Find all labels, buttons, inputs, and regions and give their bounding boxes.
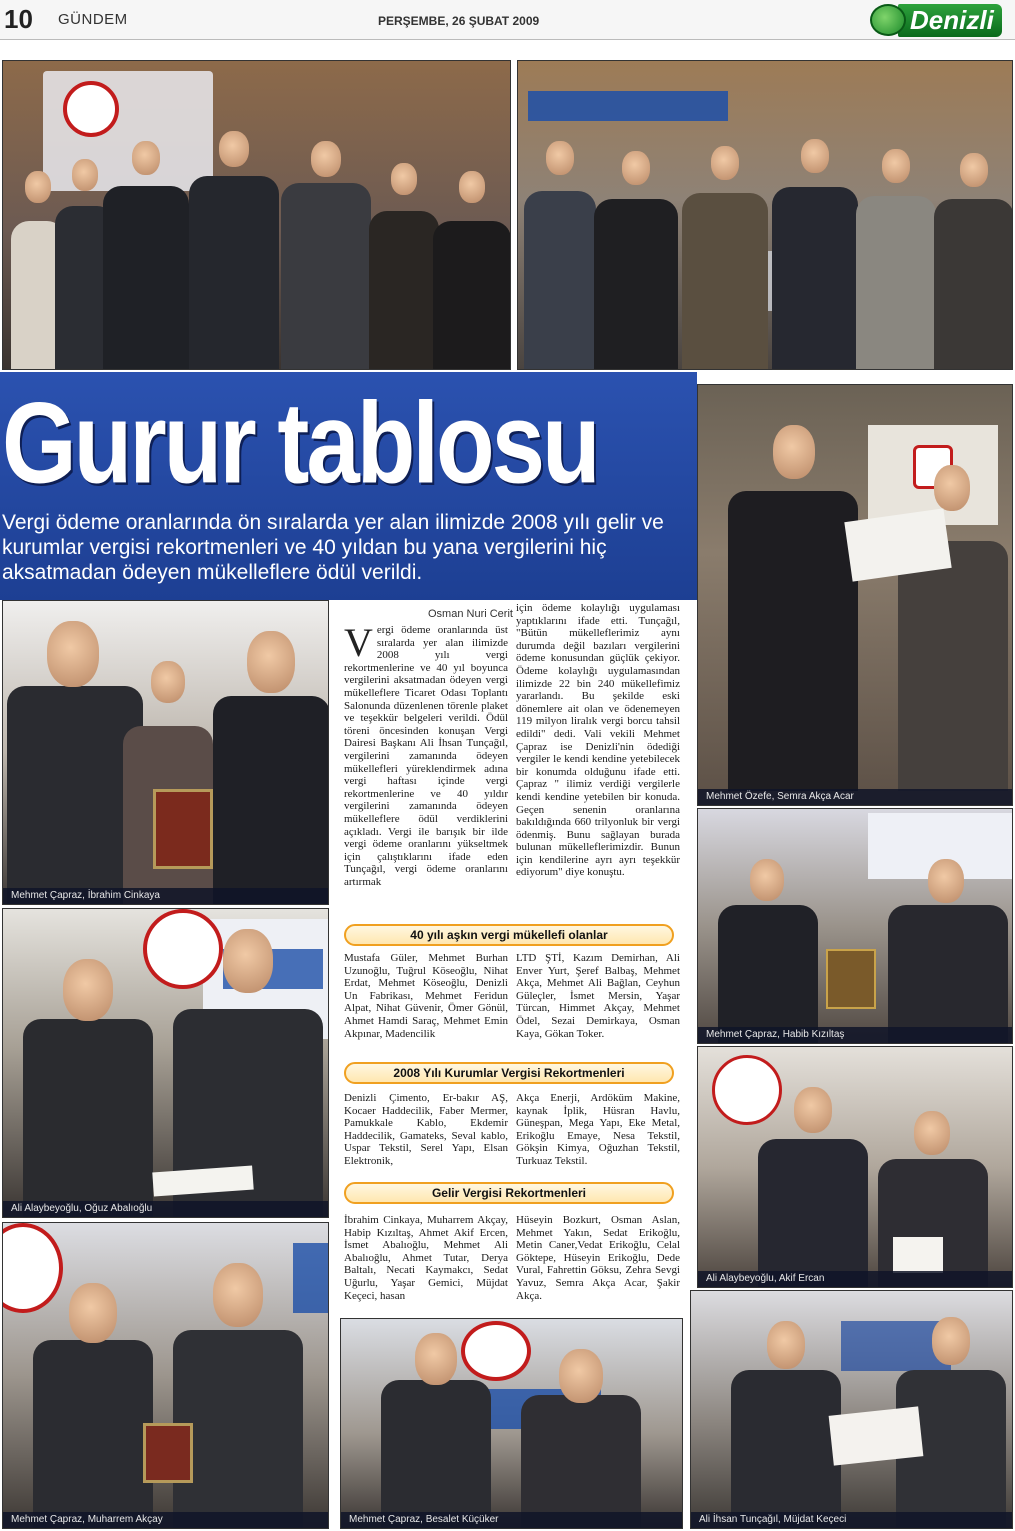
photo-caption: Mehmet Çapraz, Besalet Küçüker — [341, 1512, 682, 1528]
photo-caption: Mehmet Çapraz, Habib Kızıltaş — [698, 1027, 1012, 1043]
subhead-corporate-tax: 2008 Yılı Kurumlar Vergisi Rekortmenleri — [344, 1062, 674, 1084]
photo-bottom-middle — [340, 1318, 683, 1529]
body-text-1: ergi ödeme oranlarında üst sıralarda yer alan ilimizde 2008 yılı vergi rekortmenlerine ve 40 yıl boyunca vergilerini aksatmadan ödeyen vergi mükelleflere Ticaret Odası Toplantı Salonunda düzenlenen törenle plaket ve teşekkür belgeleri verildi. Ödül töreni öncesinden konuşan Vergi Dairesi Başkanı Ali İhsan Tunçağıl, vergilerini zamanında ödeyen mükellefleri yüreklendirmek adına vergi haftası içinde vergi rekortmenlerine ve 40 yıldır vergilerini zamanında ödeyen mükelleflere ödül verdiklerini açıkladı. Vergi ile barışık bir ilde vergi ödeme oranlarını yükseltmek için çalıştıklarını ifade eden Tunçağıl, vergi ödeme oranlarını artırmak — [344, 624, 508, 888]
photo-right-4 — [690, 1290, 1013, 1529]
body-column-2 — [516, 602, 680, 914]
photo-caption: Mehmet Özefe, Semra Akça Acar — [698, 789, 1012, 805]
list-corporate-tax-right: Akça Enerji, Ardöküm Makine, kaynak İplik, Hüsran Havlu, Güneşpan, Mega Yapı, Eke Metal, Erikoğlu Emaye, Nesa Tekstil, Gökşin Kimya, Oğuzhan Tekstil, Turkuaz Tekstil. — [516, 1092, 680, 1167]
photo-caption: Ali İhsan Tunçağıl, Müjdat Keçeci — [691, 1512, 1012, 1528]
logo-mark-icon — [870, 4, 906, 36]
list-40-years-right: LTD ŞTİ, Kazım Demirhan, Ali Enver Yurt, Şeref Balbaş, Mehmet Akça, Mehmet Ali Bağlan, Ceyhun Güleçler, İsmet Mersin, Yaşar Türcan, Himmet Akçay, Mehmet Ödel, Sezai Demirkaya, Osman Kaya, Gökan Toker. — [516, 952, 680, 1040]
photo-group-award-ceremony-1 — [2, 60, 511, 370]
list-corporate-tax-left: Denizli Çimento, Er-bakır AŞ, Kocaer Haddecilik, Faber Mermer, Pamukkale Kablo, Ekdemir Haddecilik, Gamateks, Seval kablo, Uspar Tekstil, Serel Yapı, Elsan Elektronik, — [344, 1092, 508, 1167]
issue-date: PERŞEMBE, 26 ŞUBAT 2009 — [378, 14, 540, 28]
list-income-tax-left: İbrahim Cinkaya, Muharrem Akçay, Habip Kızıltaş, Ahmet Akif Ercen, İsmet Abalıoğlu, Mehmet Ali Abalıoğlu, Ahmet Tutar, Derya Baltalı, Necati Kaymakcı, Sedat Uğurlu, Yaşar Gemici, Müjdat Keçeci, hasan — [344, 1214, 508, 1302]
list-40-years-left: Mustafa Güler, Mehmet Burhan Uzunoğlu, Tuğrul Köseoğlu, Nihat Erdat, Mehmet Köseoğlu, Denizli Un Fabrikası, Mehmet Feridun Alpat, Nihat Güvenir, Ömer Gönül, Ahmet Hamdi Saraç, Mehmet Emin Akpınar, Madencilik — [344, 952, 508, 1040]
page-header — [0, 0, 1015, 40]
photo-caption: Mehmet Çapraz, Muharrem Akçay — [3, 1512, 328, 1528]
photo-group-award-ceremony-2 — [517, 60, 1013, 370]
photo-left-1 — [2, 600, 329, 905]
body-column-1 — [344, 620, 508, 914]
subhead-40-years: 40 yılı aşkın vergi mükellefi olanlar — [344, 924, 674, 946]
photo-right-2 — [697, 808, 1013, 1044]
photo-right-1 — [697, 384, 1013, 806]
page-number: 10 — [4, 4, 33, 34]
photo-left-2 — [2, 908, 329, 1218]
list-income-tax-right: Hüseyin Bozkurt, Osman Aslan, Mehmet Yakın, Sedat Erikoğlu, Metin Caner,Vedat Erikoğlu, Celal Göktepe, Hüseyin Erikoğlu, Dede Vural, Fahrettin Göksu, Zehra Sevgi Yavuz, Semra Akça Acar, Şakir Akça. — [516, 1214, 680, 1302]
subhead-income-tax: Gelir Vergisi Rekortmenleri — [344, 1182, 674, 1204]
headline: Gurur tablosu — [2, 379, 598, 508]
section-name: GÜNDEM — [58, 11, 128, 28]
article-body — [340, 602, 685, 1307]
body-text-2: için ödeme kolaylığı uygulaması yaptıklarını ifade etti. Tunçağıl, "Bütün mükelleflerimiz aynı durumda değil bazıları vergilerini ödeme konusundan güçlük çekiyor. Ödeme kolaylığı uygulamasından ilimizde 22 bin 240 mükellefimiz yararlandı. Bu şekilde eski dönemlere ait olan ve ödenemeyen 119 milyon liralık vergi borcu tahsil edildi" dedi. Vali vekili Mehmet Çapraz ise Denizli'nin ödediği vergiler le kendi kendine yetebilecek bir konumda olduğunu ifade etti. Çapraz " ilimiz verdiği vergilerle kendi kendine yetebilen bir konuda. Geçen senenin oranlarına bakıldığında 660 trilyonluk bir vergi ödenmiş. Bunu sağlayan burada bulunan mükelleflerimizdir. Bunun için kendilerine ayrı ayrı teşekkür ediyorum" diye konuştu. — [516, 602, 680, 879]
photo-right-3 — [697, 1046, 1013, 1288]
newspaper-logo — [870, 2, 1010, 38]
logo-text: Denizli — [898, 4, 1002, 37]
photo-caption: Mehmet Çapraz, İbrahim Cinkaya — [3, 888, 328, 904]
photo-caption: Ali Alaybeyoğlu, Oğuz Abalıoğlu — [3, 1201, 328, 1217]
byline: Osman Nuri Cerit — [428, 608, 513, 620]
spot-text: Vergi ödeme oranlarında ön sıralarda yer alan ilimizde 2008 yılı gelir ve kurumlar vergisi rekortmenleri ve 40 yıldan bu yana vergilerini hiç aksatmadan ödeyen mükelleflere ödül verildi. — [2, 511, 664, 584]
photo-caption: Ali Alaybeyoğlu, Akif Ercan — [698, 1271, 1012, 1287]
drop-cap: V — [344, 620, 373, 665]
photo-left-3 — [2, 1222, 329, 1529]
